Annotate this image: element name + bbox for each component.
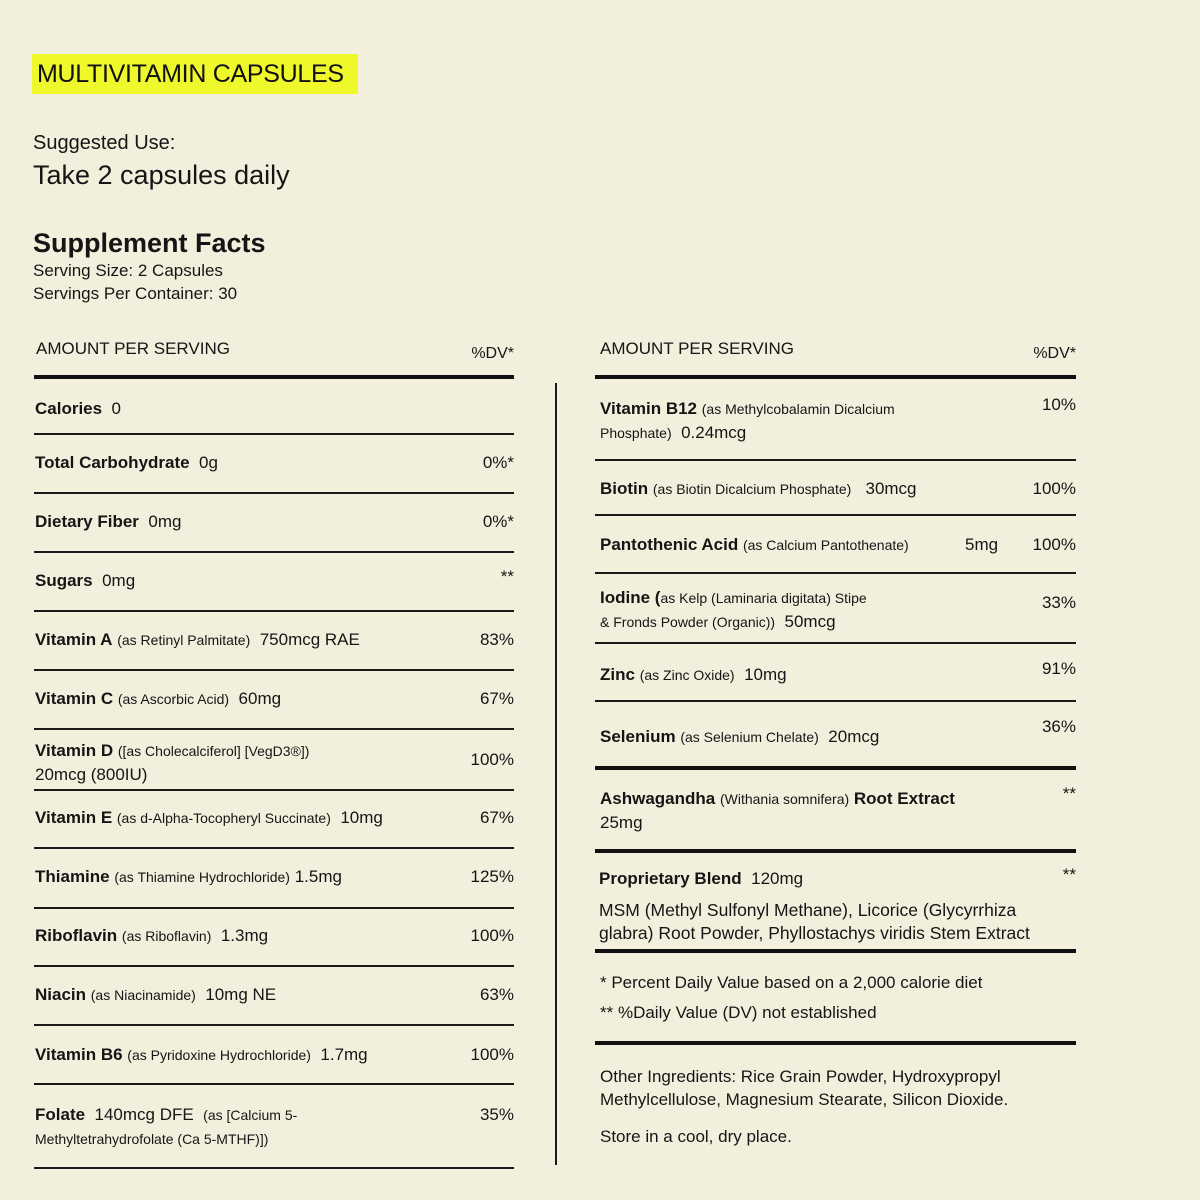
nutrient-amount: 120mg: [751, 869, 804, 888]
table-row: [34, 671, 514, 730]
nutrient-amount: 1.7mg: [320, 1045, 368, 1064]
nutrient-name: Vitamin B6: [35, 1045, 123, 1064]
nutrient-amount: 30mcg: [865, 479, 917, 498]
nutrient-dv: 67%: [479, 689, 514, 708]
nutrient-dv: 100%: [470, 750, 514, 769]
nutrient-source: (as Thiamine Hydrochloride): [114, 869, 290, 885]
nutrient-source: (Withania somnifera): [719, 791, 850, 807]
table-row: [34, 612, 514, 671]
nutrient-dv: 36%: [1041, 717, 1076, 736]
nutrient-name: Vitamin B12: [600, 399, 698, 418]
table-row: [595, 516, 1076, 574]
amount-per-serving-header: AMOUNT PER SERVING: [36, 339, 230, 358]
nutrient-source: (as [Calcium 5-: [203, 1107, 298, 1123]
dv-header: %DV*: [471, 345, 514, 362]
nutrient-name: Ashwagandha: [600, 789, 716, 808]
nutrient-amount: 20mcg: [828, 727, 880, 746]
table-row: [34, 1085, 514, 1169]
nutrient-dv: **: [500, 567, 514, 586]
nutrient-dv: 35%: [479, 1105, 514, 1124]
nutrient-name: Total Carbohydrate: [35, 453, 190, 472]
storage-instructions: Store in a cool, dry place.: [600, 1127, 792, 1146]
table-header: [34, 335, 514, 379]
nutrient-name: Riboflavin: [35, 926, 118, 945]
nutrient-source: (as Niacinamide): [90, 987, 196, 1003]
nutrient-source-continued: & Fronds Powder (Organic)): [600, 614, 776, 630]
nutrient-name: Selenium: [600, 727, 676, 746]
table-row: [595, 853, 1076, 953]
amount-per-serving-header: AMOUNT PER SERVING: [600, 339, 794, 358]
nutrient-dv: 0%*: [482, 512, 514, 531]
suggested-use-label: Suggested Use:: [33, 132, 176, 154]
nutrient-source: (as Riboflavin): [121, 928, 212, 944]
serving-size: Serving Size: 2 Capsules: [33, 261, 223, 280]
nutrient-amount: 140mcg DFE: [94, 1105, 194, 1124]
nutrient-amount: 1.5mg: [294, 867, 342, 886]
nutrient-source: (as Calcium Pantothenate): [742, 537, 909, 553]
nutrient-name: Dietary Fiber: [35, 512, 139, 531]
nutrient-dv: 33%: [1041, 593, 1076, 612]
nutrient-amount: 0g: [199, 453, 218, 472]
nutrient-source-continued: Methyltetrahydrofolate (Ca 5-MTHF)]): [35, 1131, 269, 1147]
nutrient-amount: 60mg: [238, 689, 282, 708]
table-row: [34, 1026, 514, 1085]
nutrient-source: (as d-Alpha-Tocopheryl Succinate): [116, 810, 331, 826]
nutrient-name: Folate: [35, 1105, 86, 1124]
blend-contents-continued: glabra) Root Powder, Phyllostachys viridis Stem Extract: [599, 923, 1030, 943]
nutrient-amount: 0: [111, 399, 122, 418]
nutrient-dv: 91%: [1041, 659, 1076, 678]
table-row: [34, 494, 514, 553]
nutrient-dv: 63%: [479, 985, 514, 1004]
nutrient-source: (as Zinc Oxide): [639, 667, 735, 683]
nutrient-dv: **: [1062, 865, 1076, 884]
facts-table-left: [34, 335, 514, 1169]
nutrient-amount: 50mcg: [784, 612, 836, 631]
nutrient-dv: 83%: [479, 630, 514, 649]
nutrient-name: Biotin: [600, 479, 649, 498]
nutrient-amount: 5mg: [965, 535, 999, 554]
nutrient-dv: 67%: [479, 808, 514, 827]
nutrient-amount: 10mg: [744, 665, 787, 684]
blend-contents: MSM (Methyl Sulfonyl Methane), Licorice (Glycyrrhiza: [599, 900, 1017, 920]
nutrient-source: (as Selenium Chelate): [680, 729, 819, 745]
table-row: [595, 379, 1076, 461]
other-ingredients-line2: Methylcellulose, Magnesium Stearate, Silicon Dioxide.: [600, 1090, 1009, 1109]
nutrient-source: (as Biotin Dicalcium Phosphate): [652, 481, 852, 497]
table-row: [34, 435, 514, 494]
nutrient-name: Thiamine: [35, 867, 110, 886]
table-row: [595, 702, 1076, 770]
nutrient-name: Vitamin D: [35, 741, 114, 760]
footnotes: [595, 953, 1076, 1045]
nutrient-source: (as Ascorbic Acid): [117, 691, 230, 707]
table-row: [595, 770, 1076, 853]
nutrient-dv: 100%: [470, 926, 514, 945]
nutrient-dv: 0%*: [482, 453, 514, 472]
table-row: [34, 849, 514, 909]
nutrient-name: Vitamin E: [35, 808, 113, 827]
nutrient-source-continued: Phosphate): [600, 425, 672, 441]
table-row: [595, 644, 1076, 702]
supplement-facts-title: Supplement Facts: [33, 228, 266, 258]
nutrient-name: Niacin: [35, 985, 87, 1004]
nutrient-amount: 10mg: [340, 808, 383, 827]
nutrient-name-continued: Root Extract: [853, 789, 955, 808]
nutrient-source: (as Methylcobalamin Dicalcium: [701, 401, 895, 417]
table-row: [595, 461, 1076, 516]
table-row: [34, 553, 514, 612]
column-divider: [555, 383, 557, 1165]
nutrient-amount: 0.24mcg: [681, 423, 747, 442]
nutrient-amount: 0mg: [102, 571, 136, 590]
table-row: [34, 379, 514, 435]
table-row: [34, 791, 514, 849]
nutrient-name: Sugars: [35, 571, 93, 590]
nutrient-name: Calories: [35, 399, 103, 418]
nutrient-name: Iodine (: [600, 588, 661, 607]
nutrient-source: (as Pyridoxine Hydrochloride): [127, 1047, 311, 1063]
nutrient-name: Zinc: [600, 665, 635, 684]
table-row: [595, 574, 1076, 644]
table-row: [34, 909, 514, 967]
nutrient-source: ([as Cholecalciferol] [VegD3®]): [117, 743, 310, 759]
nutrient-dv: 125%: [470, 867, 514, 886]
footnote-two-star: ** %Daily Value (DV) not established: [600, 1003, 877, 1022]
facts-table-right: [595, 335, 1076, 1155]
other-ingredients-section: [595, 1045, 1076, 1155]
nutrient-dv: 100%: [1032, 479, 1076, 498]
nutrient-amount: 25mg: [600, 813, 643, 832]
table-header: [595, 335, 1076, 379]
nutrient-amount: 1.3mg: [220, 926, 269, 945]
nutrient-dv: **: [1062, 784, 1076, 803]
nutrient-name: Vitamin A: [35, 630, 113, 649]
dv-header: %DV*: [1033, 345, 1076, 362]
nutrient-name: Vitamin C: [35, 689, 114, 708]
nutrient-amount: 20mcg (800IU): [35, 765, 148, 784]
nutrient-source: as Kelp (Laminaria digitata) Stipe: [660, 590, 867, 606]
nutrient-amount: 0mg: [148, 512, 182, 531]
table-row: [34, 967, 514, 1026]
nutrient-dv: 10%: [1041, 395, 1076, 414]
suggested-use-value: Take 2 capsules daily: [33, 160, 290, 190]
nutrient-dv: 100%: [470, 1045, 514, 1064]
other-ingredients-line1: Other Ingredients: Rice Grain Powder, Hydroxypropyl: [600, 1067, 1001, 1086]
nutrient-source: (as Retinyl Palmitate): [117, 632, 251, 648]
footnote-one-star: * Percent Daily Value based on a 2,000 calorie diet: [600, 973, 983, 992]
nutrient-dv: 100%: [1032, 535, 1076, 554]
product-title: MULTIVITAMIN CAPSULES: [32, 54, 358, 94]
nutrient-amount: 750mcg RAE: [259, 630, 360, 649]
nutrient-name: Proprietary Blend: [599, 869, 742, 888]
nutrient-name: Pantothenic Acid: [600, 535, 739, 554]
table-row: [34, 730, 514, 791]
servings-per-container: Servings Per Container: 30: [33, 284, 238, 303]
nutrient-amount: 10mg NE: [205, 985, 277, 1004]
